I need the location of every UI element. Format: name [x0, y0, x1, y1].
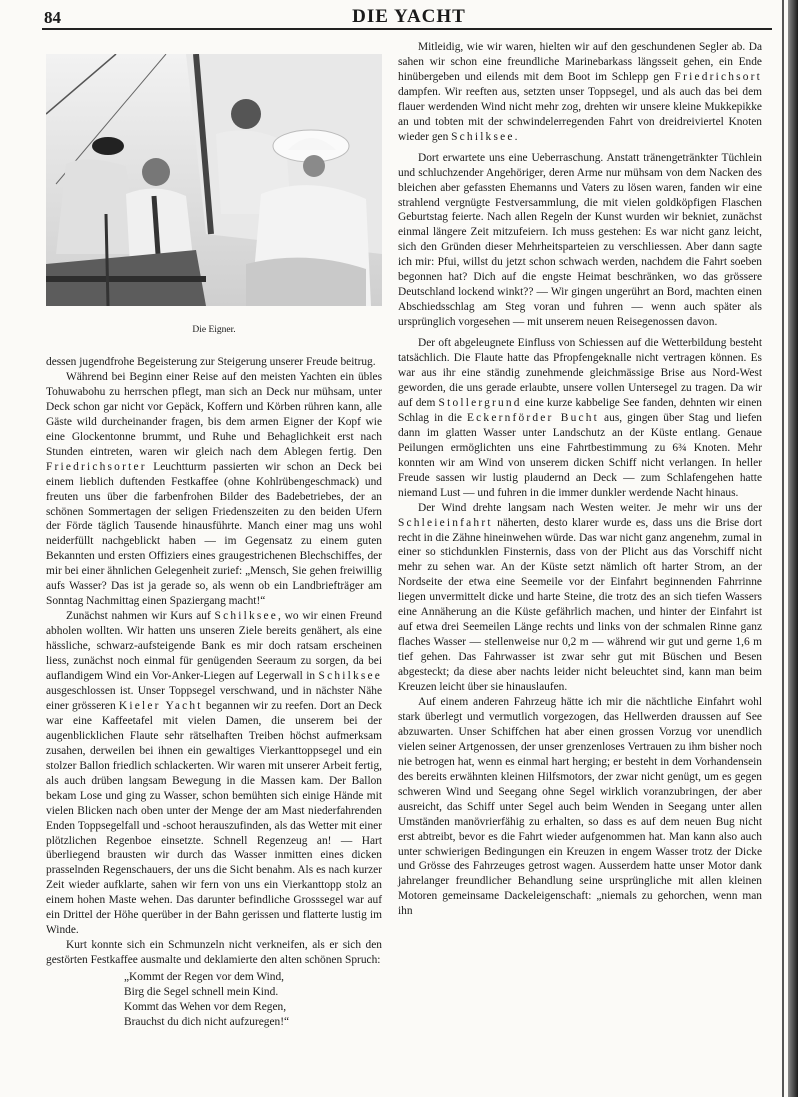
place-name: Stollergrund — [438, 396, 522, 409]
place-name: Schilksee — [214, 610, 279, 623]
page-number: 84 — [44, 8, 61, 27]
right-column — [398, 40, 762, 919]
paragraph: Kurt konnte sich ein Schmunzeln nicht verkneifen, als er sich den gestörten Festkaffee ausmalte und deklamierte den alten schönen Spruch: — [46, 939, 382, 967]
place-name: Schleieinfahrt — [398, 516, 493, 529]
paragraph — [46, 609, 382, 938]
header-rule — [42, 28, 772, 30]
photo-owners — [46, 54, 382, 306]
text-run: . — [514, 130, 518, 143]
page-edge-shadow — [788, 0, 798, 1097]
verse-line: Birg die Segel schnell mein Kind. — [124, 985, 279, 998]
page-edge-line — [782, 0, 784, 1097]
text-run: Zunächst nahmen wir Kurs auf — [66, 610, 215, 623]
running-title: DIE YACHT — [352, 6, 466, 27]
paragraph: Dort erwartete uns eine Ueberraschung. Anstatt tränengetränkter Tüchlein und schluchzender Angehöriger, deren Arme nur mühsam von dem Nacken des bleichen aber gefassten Ehemanns und Vaters zu lösen waren, fanden wir eine strahlend vergnügte Festversammlung, die mit vielen goldköpfigen Flaschen Geburtstag feierte. Nach allen Regeln der Kunst wurden wir bekniet, zunächst einmal längere Zeit mitzufeiern. Ich muss gestehen: Es war nicht ganz leicht, sich den Gründen dieser Mehrheitsparteien zu verschliessen. Aber dann sagte ich mir: Pfui, willst du jetzt schon schwach werden, nachdem die Fahrt soeben begonnen hat? Dich auf die engste Heimat beschränken, wo das grössere Deutschland lockend winkt?? — Wir gingen ungerührt an Bord, machten einen Abschiedsschlag am Steg voran und fuhren — wenn auch später als ursprünglich vorgesehen — mit unserem neuen Reisegenossen davon. — [398, 151, 762, 329]
place-name: Friedrichsort — [674, 70, 762, 83]
paragraph — [398, 336, 762, 500]
text-run: Während bei Beginn einer Reise auf den meisten Yachten ein übles Tohuwabohu zu herrschen pflegt, man sich an Deck nur mühsam, unter Deck schon gar nicht vor Gepäck, Koffern und Körben rühren kann, alle Gäste wild durcheinander fragen, bis dem armen Eigner der Kopf wie eine Glockentonne brummt, und Ruhe und Behaglichkeit erst nach Stunden eintreten, waren wir gleich nach dem Ablegen fertig. Den — [46, 370, 382, 458]
text-run: aus, gingen über Stag und liefen dann im glatten Wasser unter Landschutz an der Küste entlang. Genaue Peilungen ermöglichten uns eine Fahrtbestimmung zu 6¾ Knoten. Mehr konnten wir am Wind von unserem dicken Schiff nicht verlangen. In heller Freude sassen wir lustig plaudernd an Deck — zum Schlafengehen hatte niemand Lust — und fuhren in die immer dunkler werdende Nacht hinaus. — [398, 411, 762, 499]
photo-caption: Die Eigner. — [192, 325, 236, 335]
text-run: begannen wir zu reefen. Dort an Deck war eine Kaffeetafel mit vielen Damen, die unserem bei der augenblicklichen Flaute sehr rätselhaften Treiben höchst aufmerksam zusahen, derweilen bei ihnen ein gewaltiges Vierkanttoppsegel und ein stolzer Ballon friedlich schlackerten. Wir waren mit unserer Arbeit fertig, als auch drüben langsam Bewegung in die Massen kam. Der Ballon bekam Lose und ging zu Wasser, schon bemühten sich einige Hände mit vielen Blicken nach oben unter der Menge der am Mast niederfahrenden Enden Toppsegelfall und -schoot herauszufinden, als das Wetter mit einer plötzlichen Regenboe einsetzte. Schnell Regenzeug an! — Hart überliegend brausten wir durch das Wasser inmitten eines dicken prasselnden Regenschauers, der uns die Sicht benahm. Als es nach kurzer Zeit wieder aufklarte, sahen wir fern von uns ein Vierkanttopp stolz an einem hohen Maste wehen. Das darunter befindliche Grosssegel war auf ein Drittel der Höhe querüber in der Bahn gerissen und flatterte lustig im Winde. — [46, 699, 382, 937]
place-name: Schilksee — [318, 670, 382, 683]
page-header — [44, 6, 774, 28]
text-run: Mitleidig, wie wir waren, hielten wir auf den geschundenen Segler ab. Da sahen wir schon eine freundliche Marinebarkass längsseit gehen, ein Ende hinübergeben und eilends mit dem Boot im Schlepp gen — [398, 41, 762, 83]
text-run: Der Wind drehte langsam nach Westen weiter. Je mehr wir uns der — [418, 501, 762, 514]
verse-quote — [124, 970, 382, 1030]
verse-line: Brauchst du dich nicht aufzuregen!“ — [124, 1015, 290, 1028]
place-name: Eckernförder Bucht — [467, 411, 599, 424]
paragraph: Auf einem anderen Fahrzeug hätte ich mir die nächtliche Einfahrt wohl stark überlegt und vermutlich vorgezogen, das Hellwerden draussen auf See abzuwarten. Unser Schiffchen hat aber einen grossen Vorzug vor unendlich vielen seiner Artgenossen, der unser grenzenloses Vertrauen zu ihm bisher noch nie betrogen hat, wenn es einmal hart herging; er besteht in dem Vorhandensein des bereits erwähnten kleinen Hilfsmotors, der zwar nicht genügt, um es gegen schweren Wind und Seegang ohne Segel wirklich voranzubringen, der aber ausreicht, das Schiff unter Segel auch beim Wenden in Seegang unter allen Umständen manövrierfähig zu erhalten, so dass es auf dem neuen Bug nicht erst abtreibt, bevor es die Fahrt wieder aufgenommen hat. Man kann also auch unter schwierigen Bedingungen ein Kreuzen in engem Wasser trotz der Dicke und Grösse des Fahrzeuges getrost wagen. Ausserdem hatte unser Motor dank jahrelanger freundlicher Behandlung seine ursprüngliche mit allen kleinen Motoren gemeinsame Dackeleigenschaft: „niemals zu gehorchen, wenn man ihn — [398, 695, 762, 918]
paragraph — [398, 501, 762, 695]
verse-line: Kommt das Wehen vor dem Regen, — [124, 1000, 287, 1013]
verse-line: „Kommt der Regen vor dem Wind, — [124, 971, 285, 984]
paragraph: dessen jugendfrohe Begeisterung zur Steigerung unserer Freude beitrug. — [46, 356, 376, 368]
place-name: Friedrichsorter — [46, 460, 147, 473]
place-name: Schilksee — [451, 130, 515, 143]
text-run: Leuchtturm passierten wir schon an Deck bei einem lieblich duftenden Festkaffee (ohne Kohlrübengeschmack) und freuten uns über die farbenfrohen Bilder des Badebetriebes, der an schönen Sommertagen der seligen Friedenszeiten zu den beiden Ufern der Förde täglich Tausende hinausführte. Manch einer mag uns wohl neiderfüllt nachgeblickt haben — im Gegensatz zu einem guten Bekannten und ersten Offiziers eines graugestrichenen Blechschiffes, der mir bei einer ähnlichen Gelegenheit zurief: „Mensch, Sie gehen freiwillig aufs Wasser? Das ist ja gerade so, als wenn ob ein Landbriefträger am Sonntag Nachmittag einen Spaziergang macht!“ — [46, 460, 382, 608]
text-run: Der oft abgeleugnete Einfluss von Schiessen auf die Wetterbildung besteht tatsächlich. Die Flaute hatte das Pfropfengeknalle nicht vertragen können. Es war aus ihr eine ständig zunehmende gleichmässige Brise aus Nord-West geworden, die uns gerade erlaubte, unsere vollen Untersegel zu tragen. Da wir auf dem — [398, 337, 762, 409]
photo-illustration — [46, 54, 382, 306]
text-run: näherten, desto klarer wurde es, dass uns die Brise dort recht in die Zähne hineinwehen würde. Das war nicht ganz angenehm, zumal in einer so stichdunklen Finsternis, dass von der Plicht aus das Vorschiff nicht mehr zu sehen war. An der Küste setzt nämlich oft harter Strom, an der Nordseite der etwa eine Seemeile vor der Einfahrt beginnenden Fahrrinne liegen unvermittelt dicke und harte Steine, die trotz des an sich tiefen Wassers eine Annäherung an die Küste gefährlich machen, und hinter der Einfahrt ist auf etwa drei Seemeilen Länge rechts und links von der schmalen Rinne ganz flaches Wasser — stellenweise nur 0,2 m — während wir gut und gerne 1,6 m tief gehen. Das Fahrwasser ist zwar sehr gut mit Büschen und Besen abgesteckt; da diese aber nachts leider nicht beleuchtet sind, kann man beim Kreuzen leicht über sie hinauslaufen. — [398, 516, 762, 694]
paragraph — [398, 40, 762, 145]
left-column-text — [46, 355, 382, 968]
right-column-text — [398, 40, 762, 919]
yacht-name: Kieler Yacht — [118, 699, 203, 712]
left-column — [46, 40, 382, 1030]
text-run: ausgeschlossen ist. Unser Toppsegel verschwand, und in nächster Nähe einer grösseren — [46, 684, 382, 712]
text-run: dampfen. Wir reeften aus, setzten unser Toppsegel, und als auch das bei dem flauer werdenden Wind nicht mehr zog, drehten wir unsere kleine Mukkepikke an und tobten mit der schwindelerregenden Fahrt von dreidreiviertel Knoten wieder gen — [398, 85, 762, 143]
paragraph — [46, 370, 382, 609]
text-run: eine kurze kabbelige See fanden, dehnten wir einen Schlag in die — [398, 396, 762, 424]
text-run: , wo wir einen Freund abholen wollten. Wir hatten uns unseren Ziele bereits genähert, als eine hässliche, schwarz-aufsteigende Bank es mir doch ratsam erscheinen liess, zunächst noch einmal für genügenden Seeraum zu sorgen, da bei auflandigem Wind ein Vor-Anker-Liegen auf Legerwall in — [46, 610, 382, 683]
